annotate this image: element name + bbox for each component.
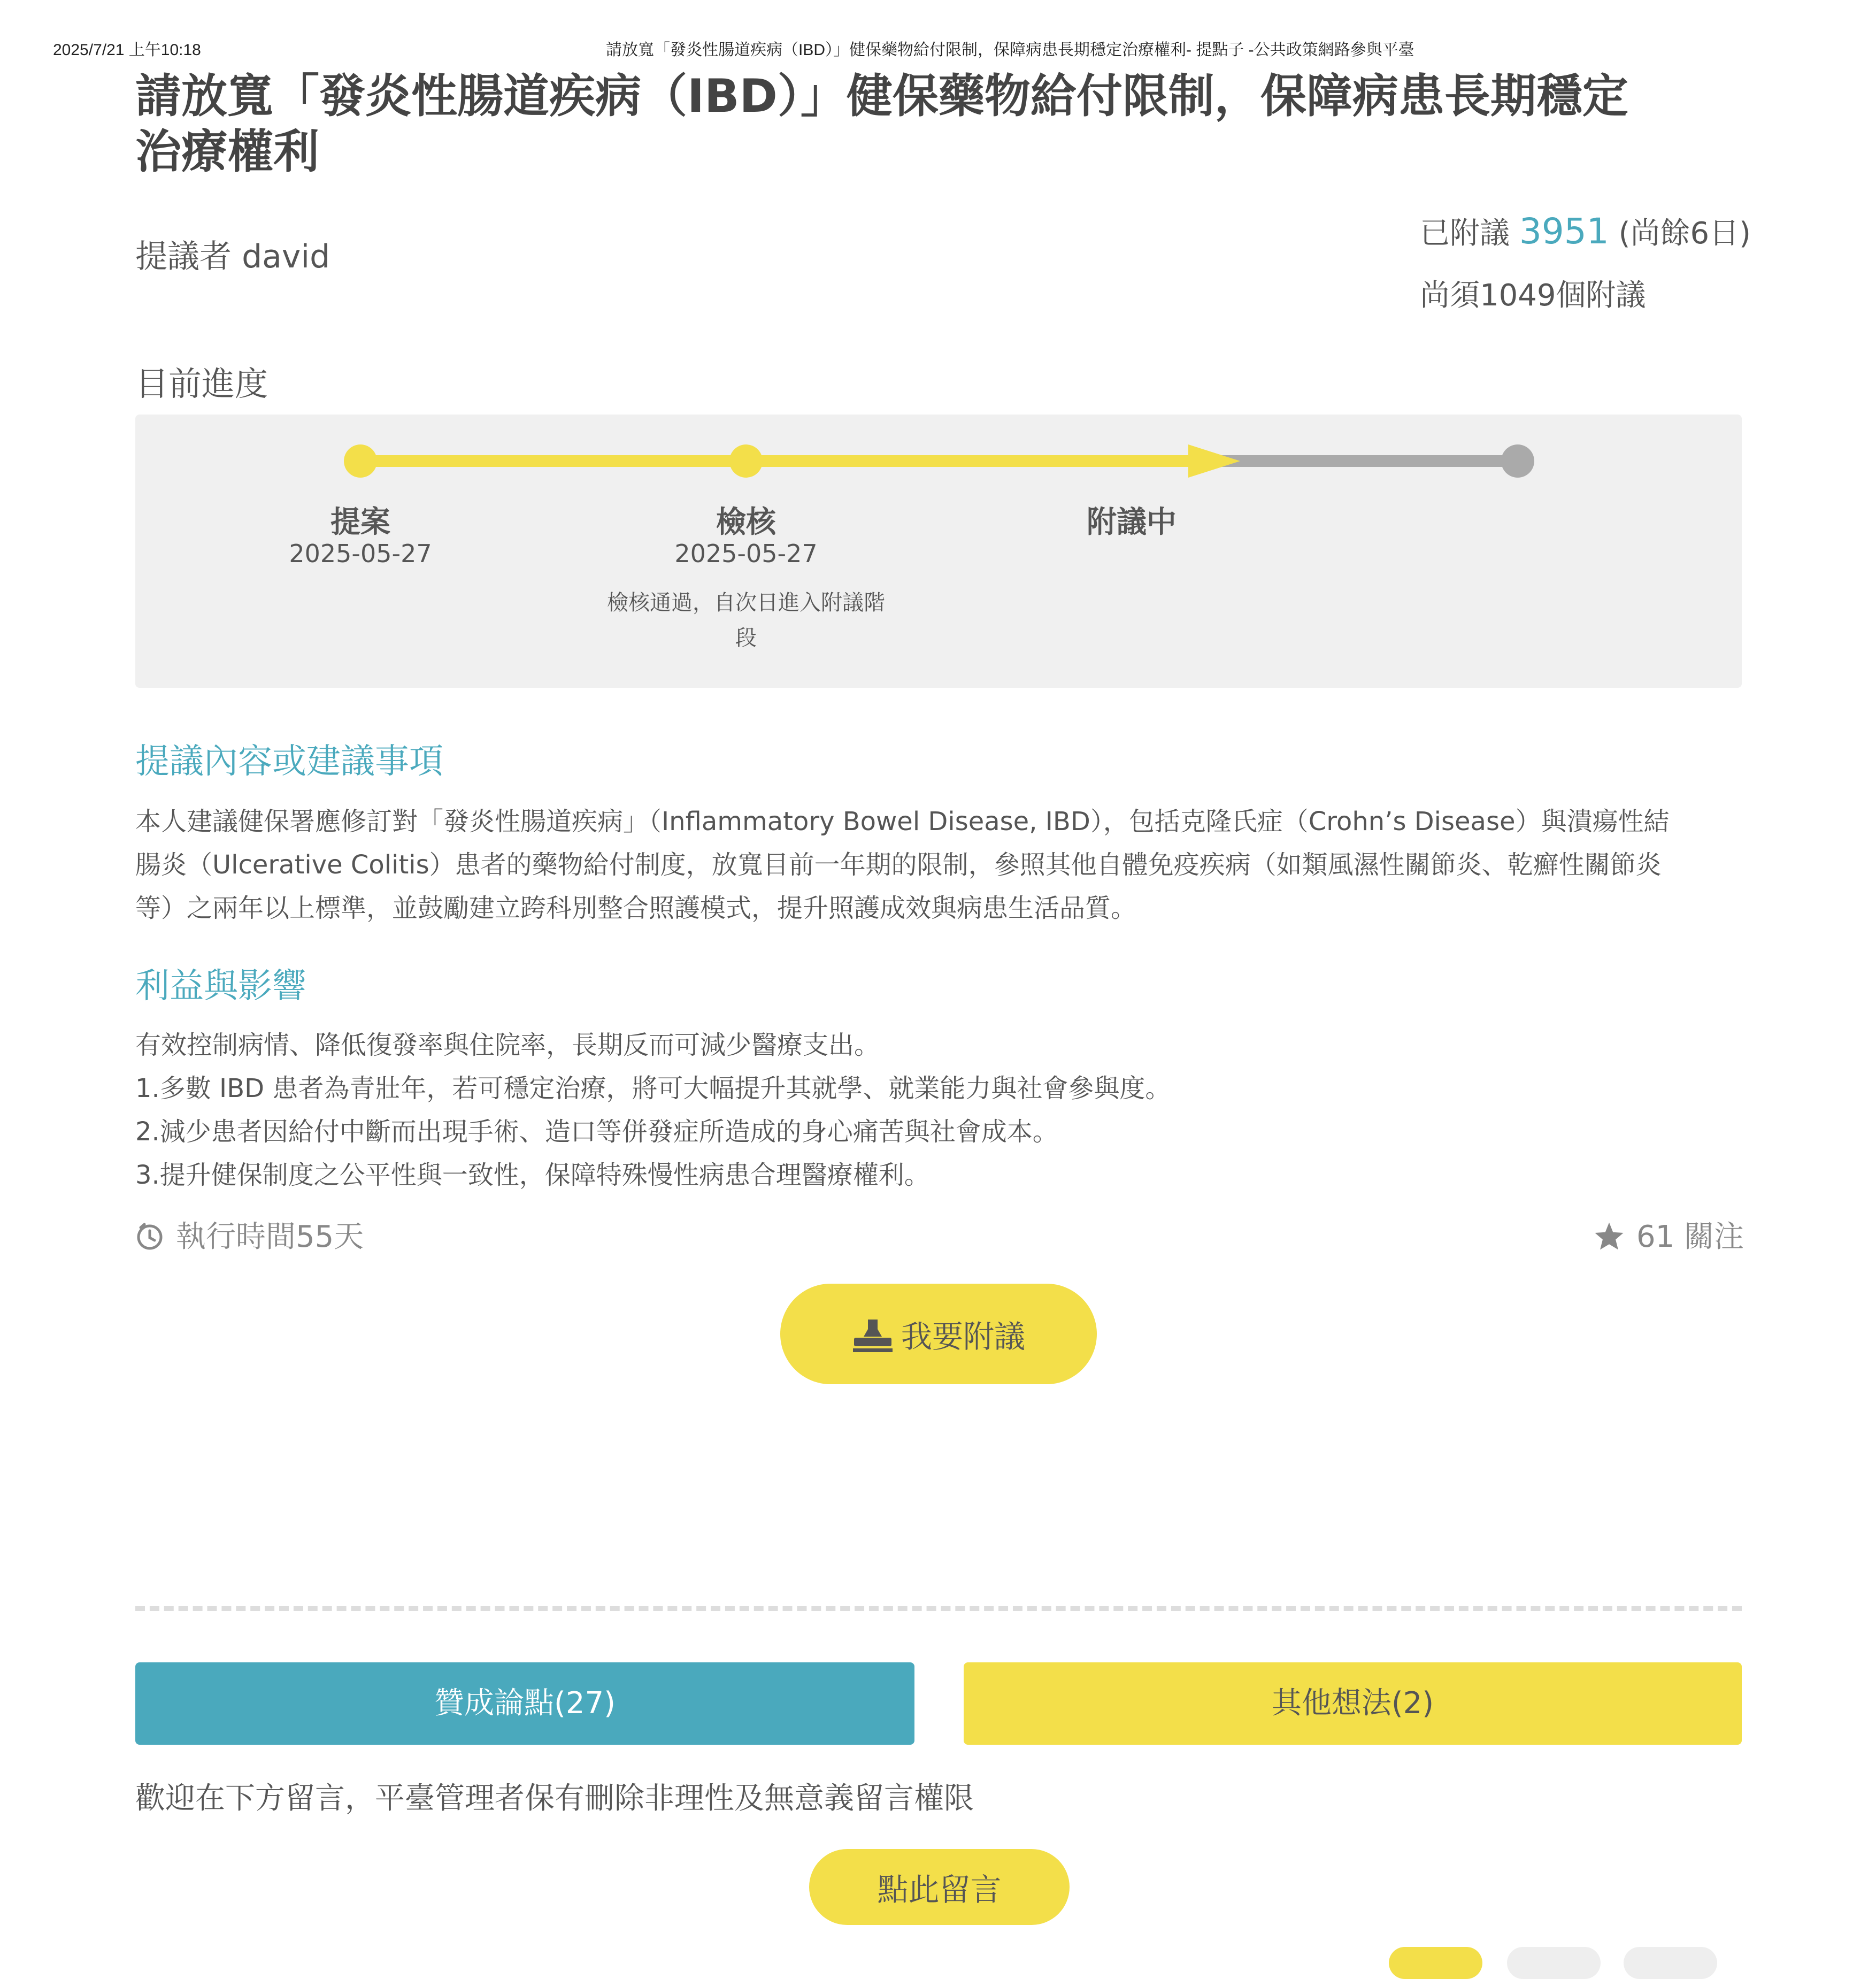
signature-count: 3951 bbox=[1519, 211, 1609, 252]
progress-title: 目前進度 bbox=[135, 364, 268, 403]
execution-time-label: 執行時間55天 bbox=[176, 1219, 364, 1254]
signatures-needed: 尚須1049個附議 bbox=[1420, 278, 1646, 313]
content-line: 腸炎（Ulcerative Colitis）患者的藥物給付制度，放寬目前一年期的限制，參照其他自體免疫疾病（如類風濕性關節炎、乾癬性關節炎 bbox=[135, 850, 1662, 880]
days-remaining: (尚餘6日) bbox=[1618, 216, 1751, 251]
step-label-signing: 附議中 bbox=[1087, 505, 1177, 540]
content-line: 等）之兩年以上標準，並鼓勵建立跨科別整合照護模式，提升照護成效與病患生活品質。 bbox=[135, 893, 1137, 923]
content-paragraph bbox=[135, 800, 1742, 930]
sort-pill[interactable] bbox=[1389, 1947, 1482, 1979]
page-title-line: 請放寬「發炎性腸道疾病（IBD）」健保藥物給付限制，保障病患長期穩定 bbox=[135, 70, 1628, 123]
benefits-line: 有效控制病情、降低復發率與住院率，長期反而可減少醫療支出。 bbox=[135, 1030, 880, 1060]
sort-pill[interactable] bbox=[1624, 1947, 1717, 1979]
timer-icon bbox=[135, 1222, 164, 1251]
tab-support-arguments[interactable]: 贊成論點(27) bbox=[135, 1662, 914, 1745]
stamp-icon bbox=[852, 1318, 894, 1353]
section-heading-content: 提議內容或建議事項 bbox=[135, 742, 443, 781]
step-dot-proposal bbox=[344, 444, 377, 478]
comment-button[interactable]: 點此留言 bbox=[809, 1849, 1070, 1925]
step-label-review: 檢核 bbox=[716, 505, 776, 540]
page-title-line: 治療權利 bbox=[135, 125, 319, 179]
star-icon[interactable] bbox=[1594, 1221, 1625, 1251]
sort-pill[interactable] bbox=[1507, 1947, 1601, 1979]
signature-prefix: 已附議 bbox=[1420, 216, 1510, 251]
step-date-proposal: 2025-05-27 bbox=[289, 539, 432, 568]
step-label-proposal: 提案 bbox=[330, 505, 390, 540]
print-page-title: 請放寬「發炎性腸道疾病（IBD）」健保藥物給付限制，保障病患長期穩定治療權利- 提點子 -公共政策網路參與平臺 bbox=[606, 41, 1414, 59]
print-datetime: 2025/7/21 上午10:18 bbox=[53, 41, 201, 59]
section-heading-benefits: 利益與影響 bbox=[135, 967, 306, 1006]
step-date-review: 2025-05-27 bbox=[674, 539, 818, 568]
step-dot-final bbox=[1501, 444, 1534, 478]
benefits-line: 3.提升健保制度之公平性與一致性，保障特殊慢性病患合理醫療權利。 bbox=[135, 1160, 930, 1190]
proposer: 提議者 david bbox=[135, 238, 330, 275]
sign-button-label: 我要附議 bbox=[901, 1318, 1025, 1355]
benefits-line: 2.減少患者因給付中斷而出現手術、造口等併發症所造成的身心痛苦與社會成本。 bbox=[135, 1117, 1058, 1147]
benefits-line: 1.多數 IBD 患者為青壯年，若可穩定治療，將可大幅提升其就學、就業能力與社會參與度。 bbox=[135, 1073, 1171, 1103]
comment-policy-notice: 歡迎在下方留言，平臺管理者保有刪除非理性及無意義留言權限 bbox=[135, 1781, 974, 1816]
follow-count-label: 61 關注 bbox=[1636, 1219, 1744, 1254]
execution-time bbox=[135, 1213, 364, 1256]
step-note-review: 檢核通過，自次日進入附議階段 bbox=[607, 590, 885, 650]
tab-other-ideas[interactable]: 其他想法(2) bbox=[964, 1662, 1742, 1745]
benefits-paragraph bbox=[135, 1024, 1742, 1197]
content-line: 本人建議健保署應修訂對「發炎性腸道疾病」（Inflammatory Bowel Disease, IBD），包括克隆氏症（Crohn’s Disease）與潰瘍性結 bbox=[135, 807, 1670, 837]
step-dot-review bbox=[729, 444, 763, 478]
section-divider bbox=[135, 1606, 1742, 1611]
progress-track bbox=[0, 0, 1876, 535]
progress-arrow bbox=[1188, 444, 1240, 478]
follow-count[interactable] bbox=[1594, 1213, 1744, 1256]
sign-button[interactable] bbox=[780, 1284, 1097, 1384]
